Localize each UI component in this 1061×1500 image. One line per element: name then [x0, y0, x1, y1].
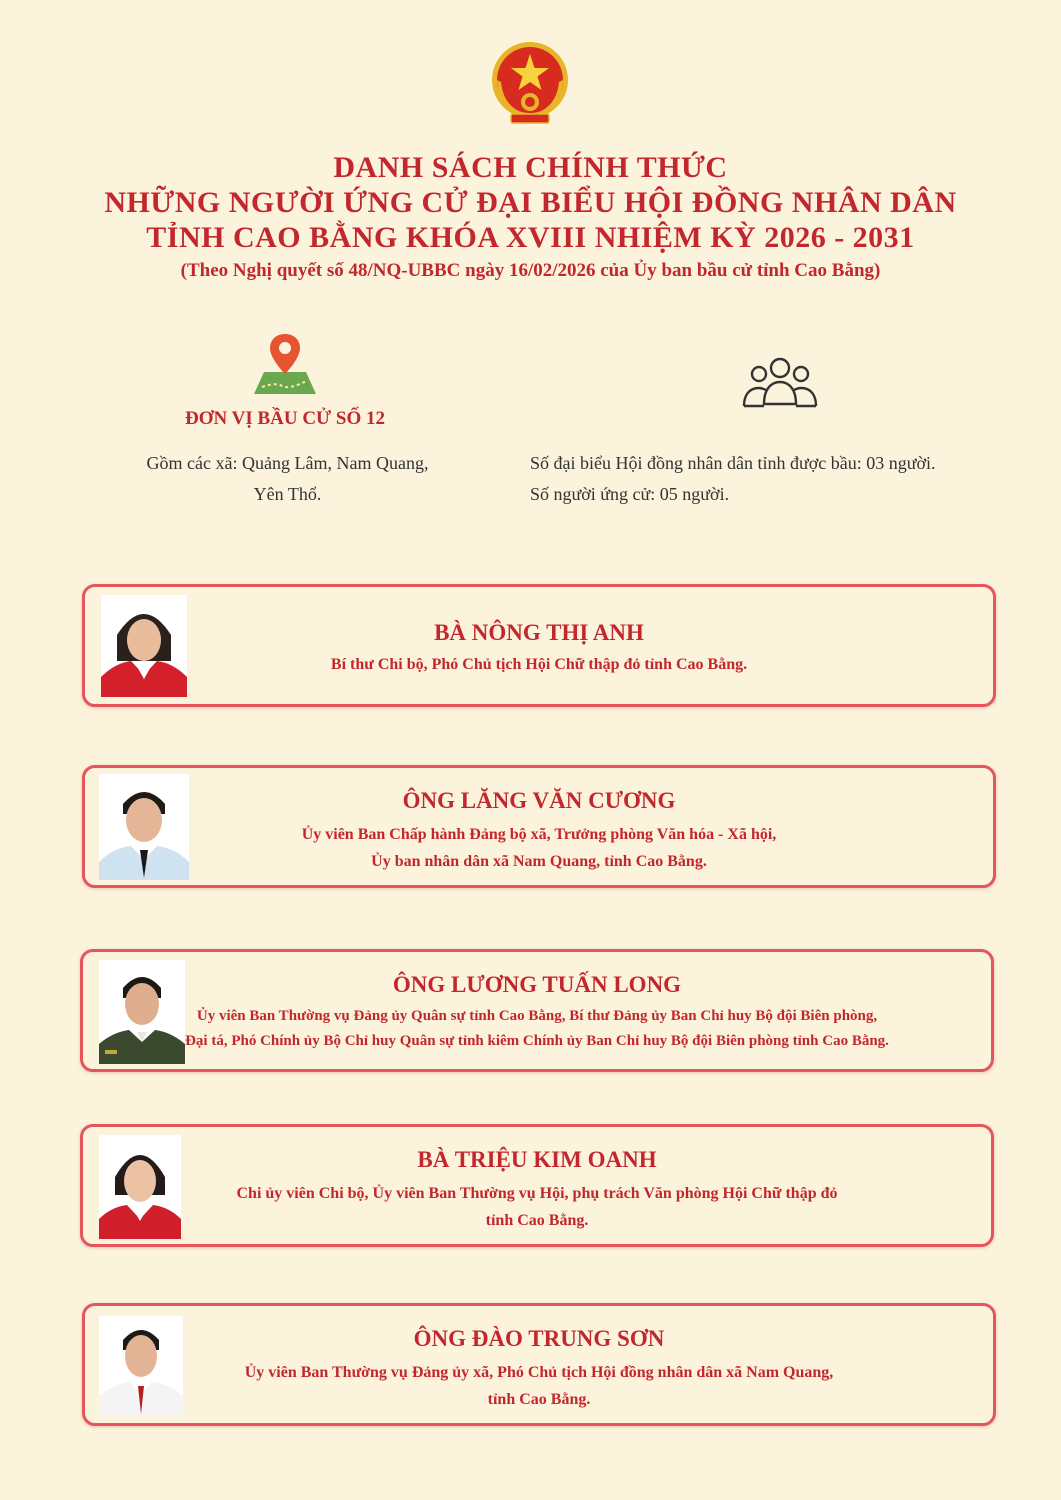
candidate-role-line1: Chi ủy viên Chi bộ, Ủy viên Ban Thường vụ Hội, phụ trách Văn phòng Hội Chữ thập đỏ	[236, 1185, 838, 1202]
candidate-role-line2: Ủy ban nhân dân xã Nam Quang, tỉnh Cao Bằng.	[371, 853, 707, 870]
electoral-unit-description	[110, 448, 465, 510]
candidate-role	[85, 821, 993, 875]
candidate-role	[83, 1180, 991, 1234]
map-pin-icon	[252, 332, 318, 398]
candidate-role-line2: Đại tá, Phó Chính ủy Bộ Chỉ huy Quân sự tỉnh kiêm Chính ủy Ban Chỉ huy Bộ đội Biên phòng tỉnh Cao Bằng.	[185, 1033, 889, 1049]
candidate-name: ÔNG ĐÀO TRUNG SƠN	[413, 1326, 665, 1351]
candidate-name: ÔNG LƯƠNG TUẤN LONG	[392, 972, 682, 997]
electoral-unit-title: ĐƠN VỊ BẦU CỬ SỐ 12	[184, 408, 386, 429]
candidate-role-line1: Bí thư Chi bộ, Phó Chủ tịch Hội Chữ thập đỏ tỉnh Cao Bằng.	[330, 656, 748, 673]
candidate-role	[83, 1004, 991, 1054]
candidate-card	[80, 1124, 994, 1247]
candidate-role-line1: Ủy viên Ban Chấp hành Đảng bộ xã, Trưởng phòng Văn hóa - Xã hội,	[301, 826, 777, 843]
candidate-role	[85, 651, 993, 678]
page-title-line3: TỈNH CAO BẰNG KHÓA XVIII NHIỆM KỲ 2026 - 2031	[146, 221, 915, 254]
candidate-role-line1: Ủy viên Ban Thường vụ Đảng ủy Quân sự tỉnh Cao Bằng, Bí thư Đảng ủy Ban Chỉ huy Bộ đội Biên phòng,	[196, 1008, 878, 1024]
candidate-card	[82, 1303, 996, 1426]
page-title-line2: NHỮNG NGƯỜI ỨNG CỬ ĐẠI BIỂU HỘI ĐỒNG NHÂN DÂN	[104, 186, 957, 219]
candidate-card	[82, 584, 996, 707]
candidate-name: BÀ NÔNG THỊ ANH	[434, 620, 644, 645]
people-group-icon	[740, 354, 820, 412]
candidate-count-text: Số người ứng cử: 05 người.	[530, 484, 730, 504]
unit-desc-line1: Gồm các xã: Quảng Lâm, Nam Quang,	[146, 453, 429, 473]
candidate-name: ÔNG LĂNG VĂN CƯƠNG	[402, 788, 676, 813]
national-emblem-icon	[487, 40, 573, 130]
candidate-card	[80, 949, 994, 1072]
page-title-line1: DANH SÁCH CHÍNH THỨC	[333, 151, 728, 184]
unit-desc-line2: Yên Thổ.	[253, 484, 322, 504]
candidate-name: BÀ TRIỆU KIM OANH	[417, 1147, 657, 1172]
candidate-role	[85, 1359, 993, 1413]
candidate-role-line1: Ủy viên Ban Thường vụ Đảng ủy xã, Phó Chủ tịch Hội đồng nhân dân xã Nam Quang,	[244, 1364, 834, 1381]
page-subtitle: (Theo Nghị quyết số 48/NQ-UBBC ngày 16/02/2026 của Ủy ban bầu cử tỉnh Cao Bằng)	[180, 260, 881, 281]
elected-count-text: Số đại biểu Hội đồng nhân dân tỉnh được bầu: 03 người.	[530, 453, 936, 473]
candidate-role-line2: tỉnh Cao Bằng.	[485, 1212, 589, 1229]
candidate-role-line2: tỉnh Cao Bằng.	[487, 1391, 591, 1408]
candidate-photo	[101, 595, 187, 697]
candidate-card	[82, 765, 996, 888]
